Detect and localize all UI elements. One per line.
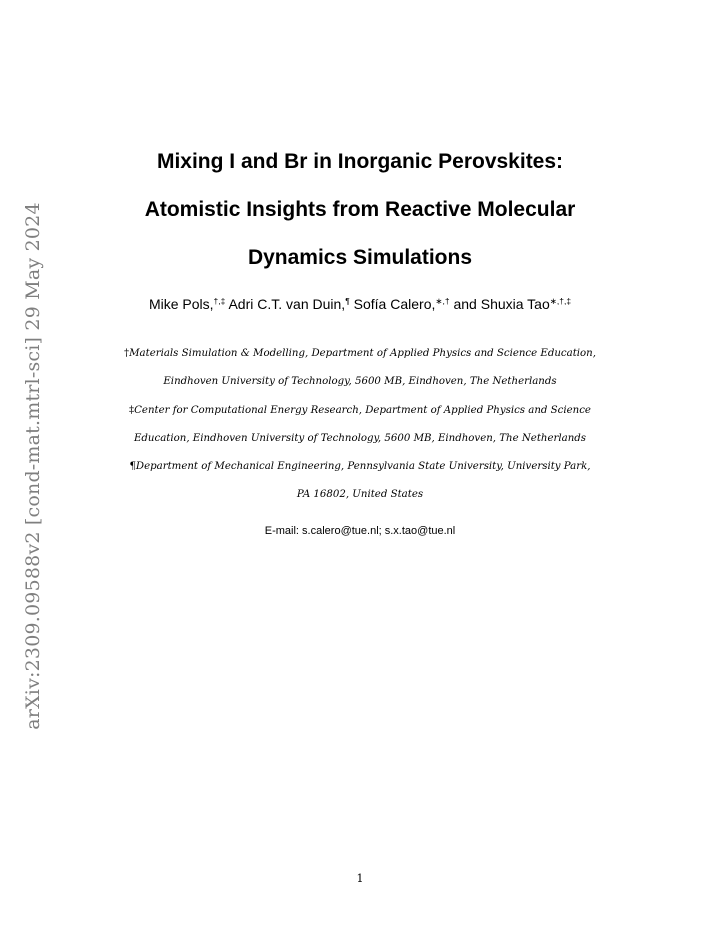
author-affiliation-marks: ¶ (345, 296, 350, 306)
affiliation-text: Center for Computational Energy Research, Department of Applied Physics and Science (134, 404, 591, 416)
affiliation-line (70, 453, 650, 481)
title-line-3: Dynamics Simulations (247, 246, 473, 269)
arxiv-identifier-stamp: arXiv:2309.09588v2 [cond-mat.mtrl-sci] 29 May 2024 (22, 202, 44, 730)
affiliation-line (70, 397, 650, 425)
title-line-2: Atomistic Insights from Reactive Molecular (144, 198, 576, 221)
affiliation-mark: ¶ (129, 461, 136, 473)
affiliation-mark: ‡ (129, 404, 135, 416)
author-list (60, 296, 660, 312)
affiliations-block (70, 340, 650, 510)
affiliation-line: Education, Eindhoven University of Technology, 5600 MB, Eindhoven, The Netherlands (133, 432, 587, 444)
affiliation-line: PA 16802, United States (296, 489, 424, 501)
author-affiliation-marks: ∗,†,‡ (549, 296, 572, 306)
contact-email: E-mail: s.calero@tue.nl; s.x.tao@tue.nl (264, 525, 456, 537)
author-name: and Shuxia Tao (453, 296, 550, 312)
paper-title (100, 138, 620, 282)
author-affiliation-marks: †,‡ (213, 296, 226, 306)
title-line-1: Mixing I and Br in Inorganic Perovskites: (156, 150, 564, 173)
affiliation-line (70, 340, 650, 368)
affiliation-text: Materials Simulation & Modelling, Department of Applied Physics and Science Education, (129, 348, 596, 359)
author-affiliation-marks: ∗,† (435, 296, 450, 306)
author-name: Adri C.T. van Duin, (228, 296, 346, 312)
page-number: 1 (356, 872, 364, 885)
author-name: Sofía Calero, (353, 296, 436, 312)
author-name: Mike Pols, (148, 296, 214, 312)
affiliation-line: Eindhoven University of Technology, 5600 MB, Eindhoven, The Netherlands (163, 376, 557, 388)
affiliation-mark: † (124, 348, 130, 359)
affiliation-text: Department of Mechanical Engineering, Pennsylvania State University, University Park, (135, 461, 591, 473)
